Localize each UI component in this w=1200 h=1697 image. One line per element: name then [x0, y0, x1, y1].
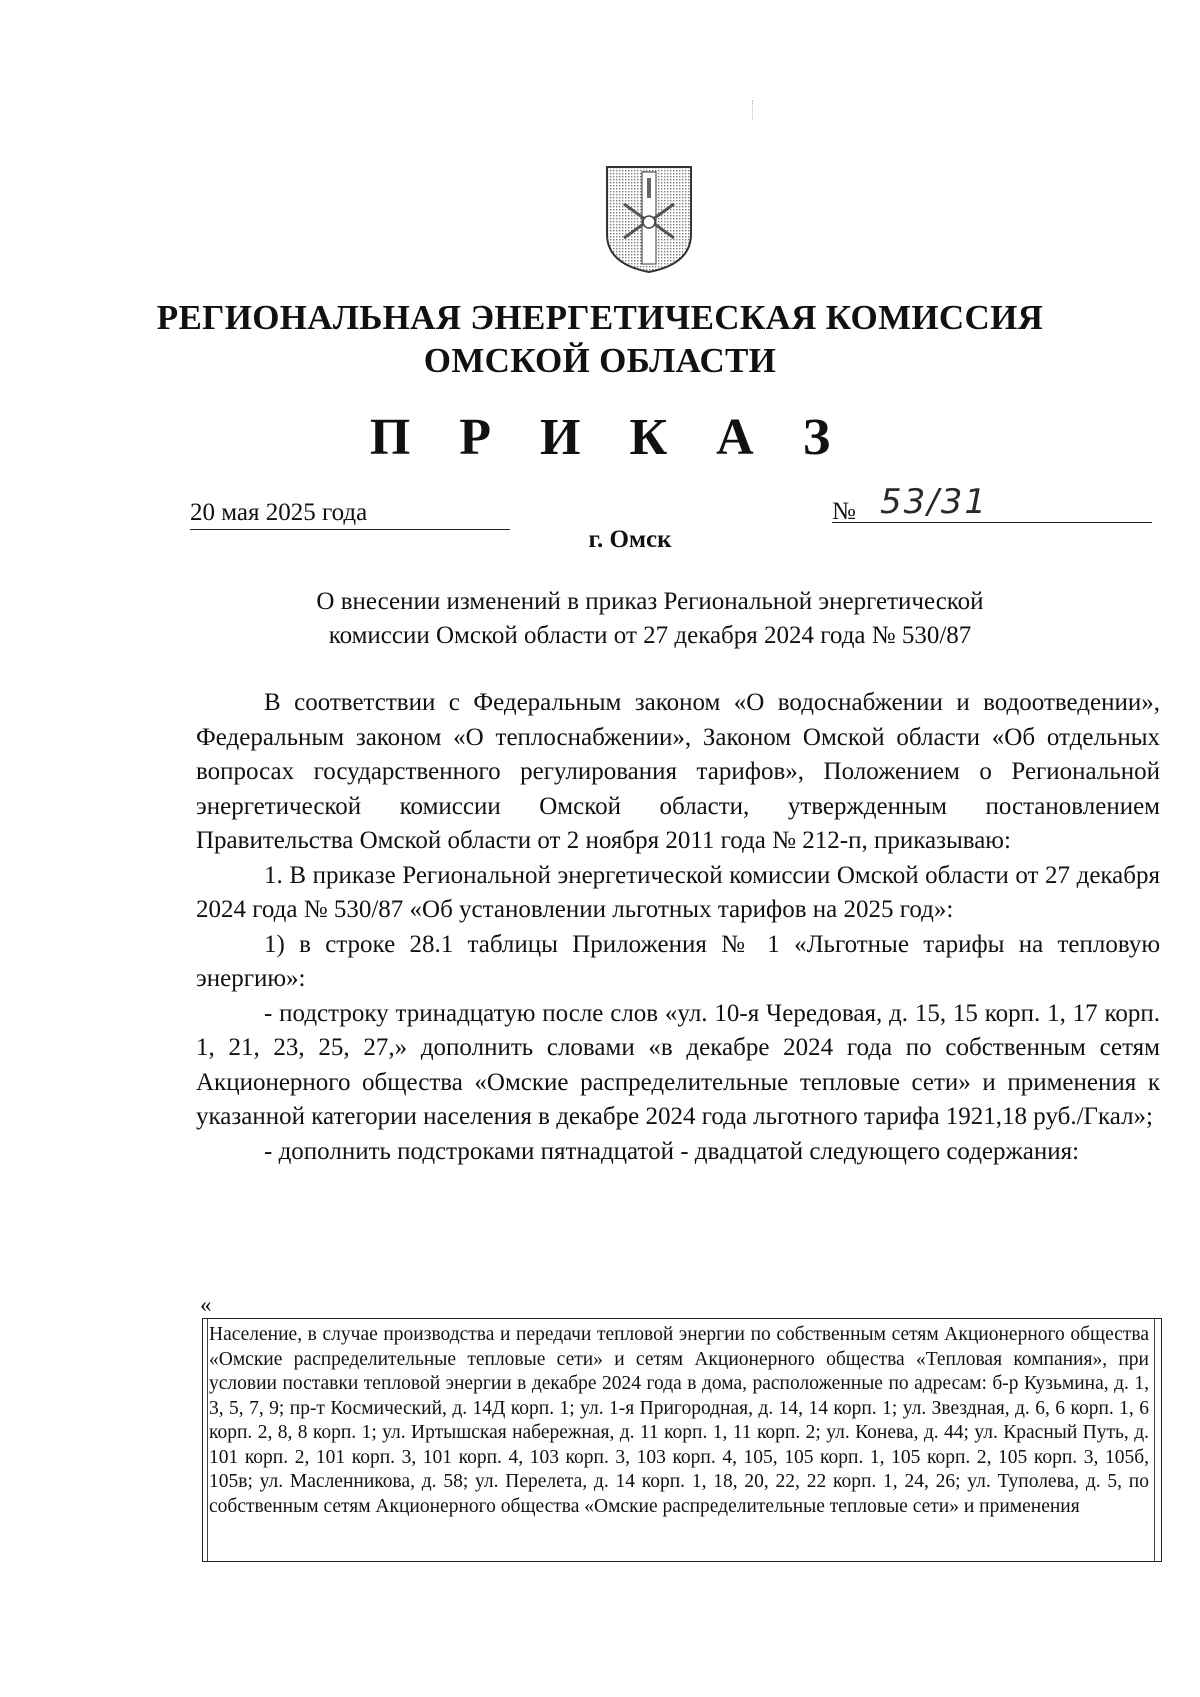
- body-item-1-1: 1) в строке 28.1 таблицы Приложения № 1 «Льготные тарифы на тепловую энергию»:: [196, 930, 1160, 992]
- table-left-rule: [207, 1319, 208, 1561]
- document-number-field: [832, 482, 1152, 525]
- organization-name-line2: ОМСКОЙ ОБЛАСТИ: [423, 341, 777, 380]
- body-dash-item-2: - дополнить подстроками пятнадцатой - двадцатой следующего содержания:: [264, 1137, 1080, 1165]
- body-dash-item-1: - подстроку тринадцатую после слов «ул. 10-я Чередовая, д. 15, 15 корп. 1, 17 корп. 1, 21, 23, 25, 27,» дополнить словами «в декабре 2024 года по собственным сетям Акционерного общества «Омские распределительные тепловые сети» и применения к указанной категории населения в декабре 2024 года льготного тарифа 1921,18 руб./Гкал»;: [196, 999, 1160, 1130]
- body-item-1: 1. В приказе Региональной энергетической комиссии Омской области от 27 декабря 2024 года № 530/87 «Об установлении льготных тарифов на 2025 год»:: [196, 861, 1160, 923]
- number-sign: №: [832, 498, 856, 525]
- tariff-table-fragment: [202, 1318, 1162, 1562]
- document-city: г. Омск: [588, 526, 672, 553]
- document-subject-line2: комиссии Омской области от 27 декабря 2024 года № 530/87: [328, 622, 972, 649]
- document-subject-line1: О внесении изменений в приказ Региональной энергетической: [316, 588, 984, 615]
- document-type-title: П Р И К А З: [369, 409, 849, 466]
- document-body: [196, 686, 1160, 1169]
- quote-open-mark: «: [200, 1292, 212, 1317]
- document-number-handwritten: 53/31: [880, 482, 988, 522]
- table-cell-text: Население, в случае производства и передачи тепловой энергии по собственным сетям Акционерного общества «Омские распределительные тепловые сети» и сетям Акционерного общества «Тепловая компания», при условии поставки тепловой энергии в декабре 2024 года в дома, расположенные по адресам: б-р Кузьмина, д. 1, 3, 5, 7, 9; пр-т Космический, д. 14Д корп. 1; ул. 1-я Пригородная, д. 14, 14 корп. 1; ул. Звездная, д. 6, 6 корп. 1, 6 корп. 2, 8, 8 корп. 1; ул. Иртышская набережная, д. 11 корп. 1, 11 корп. 2; ул. Конева, д. 44; ул. Красный Путь, д. 101 корп. 2, 101 корп. 3, 101 корп. 4, 103 корп. 3, 103 корп. 4, 105, 105 корп. 1, 105 корп. 2, 105 корп. 3, 105б, 105в; ул. Масленникова, д. 58; ул. Перелета, д. 14 корп. 1, 18, 20, 22, 22 корп. 1, 24, 26; ул. Туполева, д. 5, по собственным сетям Акционерного общества «Омские распределительные тепловые сети» и применения: [209, 1324, 1149, 1517]
- document-date: 20 мая 2025 года: [190, 499, 510, 530]
- organization-name-line1: РЕГИОНАЛЬНАЯ ЭНЕРГЕТИЧЕСКАЯ КОМИССИЯ: [156, 298, 1044, 337]
- body-preamble: В соответствии с Федеральным законом «О водоснабжении и водоотведении», Федеральным законом «О теплоснабжении», Законом Омской области «Об отдельных вопросах государственного регулирования тарифов», Положением о Региональной энергетической комиссии Омской области, утвержденным постановлением Правительства Омской области от 2 ноября 2011 года № 212-п, приказываю:: [196, 689, 1160, 854]
- table-right-rule: [1154, 1319, 1155, 1561]
- coat-of-arms-emblem: [604, 164, 694, 274]
- scan-mark: [752, 100, 754, 120]
